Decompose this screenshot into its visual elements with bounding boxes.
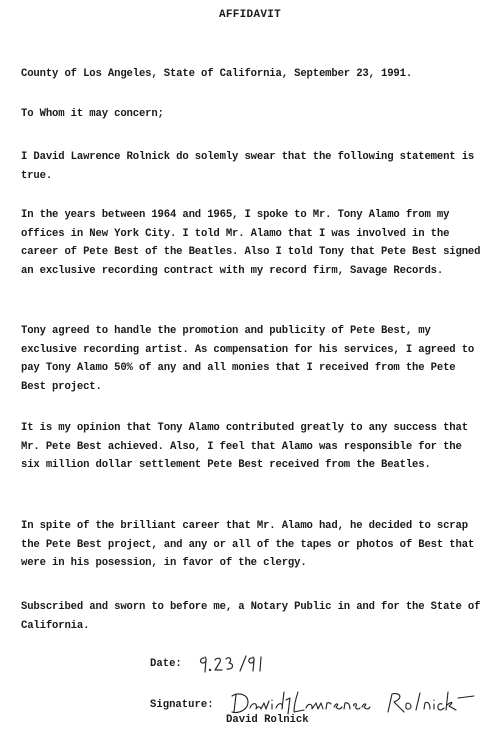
paragraph-notary: Subscribed and sworn to before me, a Notary Public in and for the State of California. (21, 601, 481, 632)
paragraph-county: County of Los Angeles, State of California, September 23, 1991. (21, 68, 413, 80)
paragraph-opinion: It is my opinion that Tony Alamo contributed greatly to any success that Mr. Pete Best achieved. Also, I feel that Alamo was responsible for the six million dollar settlement Pete Best received from the Beatles. (21, 422, 468, 471)
printed-name: David Rolnick (226, 714, 309, 726)
date-row (150, 652, 276, 676)
paragraph-salutation: To Whom it may concern; (21, 108, 164, 120)
signature-row (150, 688, 490, 722)
paragraph-agreement: Tony agreed to handle the promotion and publicity of Pete Best, my exclusive recording artist. As compensation for his services, I agreed to pay Tony Alamo 50% of any and all monies that I received from the Pete Best project. (21, 325, 475, 393)
date-label: Date: (150, 658, 182, 670)
handwritten-date (196, 652, 276, 676)
paragraph-oath: I David Lawrence Rolnick do solemly swear that the following statement is true. (21, 151, 475, 182)
signature-label: Signature: (150, 699, 214, 711)
paragraph-background: In the years between 1964 and 1965, I spoke to Mr. Tony Alamo from my offices in New York City. I told Mr. Alamo that I was involved in the career of Pete Best of the Beatles. Also I told Tony that Pete Best signed an exclusive recording contract with my record firm, Savage Records. (21, 209, 481, 277)
paragraph-decision: In spite of the brilliant career that Mr. Alamo had, he decided to scrap the Pete Best project, and any or all of the tapes or photos of Best that were in his posession, in favor of the clergy. (21, 520, 475, 569)
document-title: AFFIDAVIT (218, 9, 282, 21)
